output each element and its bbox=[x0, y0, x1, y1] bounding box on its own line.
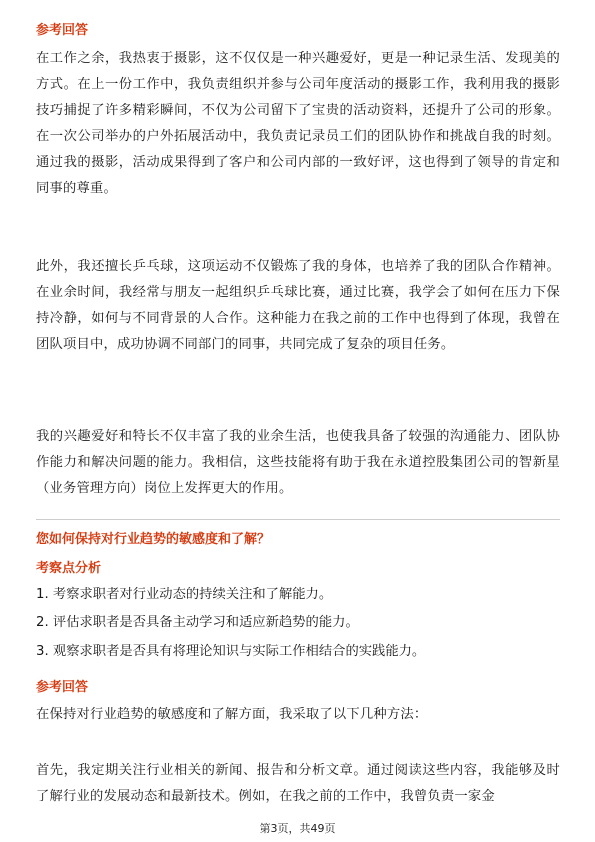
analysis-item-2 bbox=[36, 614, 560, 632]
section-answer-1 bbox=[36, 22, 560, 40]
list-item: 1. 考察求职者对行业动态的持续关注和了解能力。 bbox=[36, 587, 333, 602]
page-footer: 第3页，共49页 bbox=[259, 822, 336, 835]
paragraph: 在保持对行业趋势的敏感度和了解方面，我采取了以下几种方法： bbox=[36, 707, 428, 722]
section-divider bbox=[36, 519, 560, 520]
paragraph: 我的兴趣爱好和特长不仅丰富了我的业余生活，也使我具备了较强的沟通能力、团队协作能力和解决问题的能力。我相信，这些技能将有助于我在永道控股集团公司的智新星（业务管理方向）岗位上发挥更大的作用。 bbox=[36, 429, 560, 496]
analysis-section bbox=[36, 560, 560, 578]
reference-answer-label: 参考回答 bbox=[36, 680, 89, 695]
list-item: 2. 评估求职者是否具备主动学习和适应新趋势的能力。 bbox=[36, 615, 359, 630]
analysis-label: 考察点分析 bbox=[36, 561, 102, 576]
answer-2-paragraph-1 bbox=[36, 702, 560, 728]
answer-2-paragraph-2 bbox=[36, 758, 560, 810]
paragraph: 此外，我还擅长乒乓球，这项运动不仅锻炼了我的身体，也培养了我的团队合作精神。在业余时间，我经常与朋友一起组织乒乓球比赛，通过比赛，我学会了如何在压力下保持冷静，如何与不同背景的人合作。这种能力在我之前的工作中也得到了体现，我曾在团队项目中，成功协调不同部门的同事，共同完成了复杂的项目任务。 bbox=[36, 259, 560, 352]
analysis-item-3 bbox=[36, 643, 560, 661]
section-answer-2 bbox=[36, 679, 560, 697]
paragraph: 在工作之余，我热衷于摄影，这不仅仅是一种兴趣爱好，更是一种记录生活、发现美的方式。在上一份工作中，我负责组织并参与公司年度活动的摄影工作，我利用我的摄影技巧捕捉了许多精彩瞬间，不仅为公司留下了宝贵的活动资料，还提升了公司的形象。在一次公司举办的户外拓展活动中，我负责记录员工们的团队协作和挑战自我的时刻。通过我的摄影，活动成果得到了客户和公司内部的一致好评，这也得到了领导的肯定和同事的尊重。 bbox=[36, 51, 560, 196]
analysis-item-1 bbox=[36, 586, 560, 604]
question-2 bbox=[36, 531, 560, 549]
list-item: 3. 观察求职者是否具有将理论知识与实际工作相结合的实践能力。 bbox=[36, 644, 426, 659]
answer-1-paragraph-1 bbox=[36, 46, 560, 202]
answer-1-paragraph-2 bbox=[36, 254, 560, 358]
question-title: 您如何保持对行业趋势的敏感度和了解？ bbox=[36, 532, 271, 547]
answer-1-paragraph-3 bbox=[36, 424, 560, 502]
reference-answer-label: 参考回答 bbox=[36, 23, 89, 38]
paragraph: 首先，我定期关注行业相关的新闻、报告和分析文章。通过阅读这些内容，我能够及时了解行业的发展动态和最新技术。例如，在我之前的工作中，我曾负责一家金 bbox=[36, 763, 560, 804]
